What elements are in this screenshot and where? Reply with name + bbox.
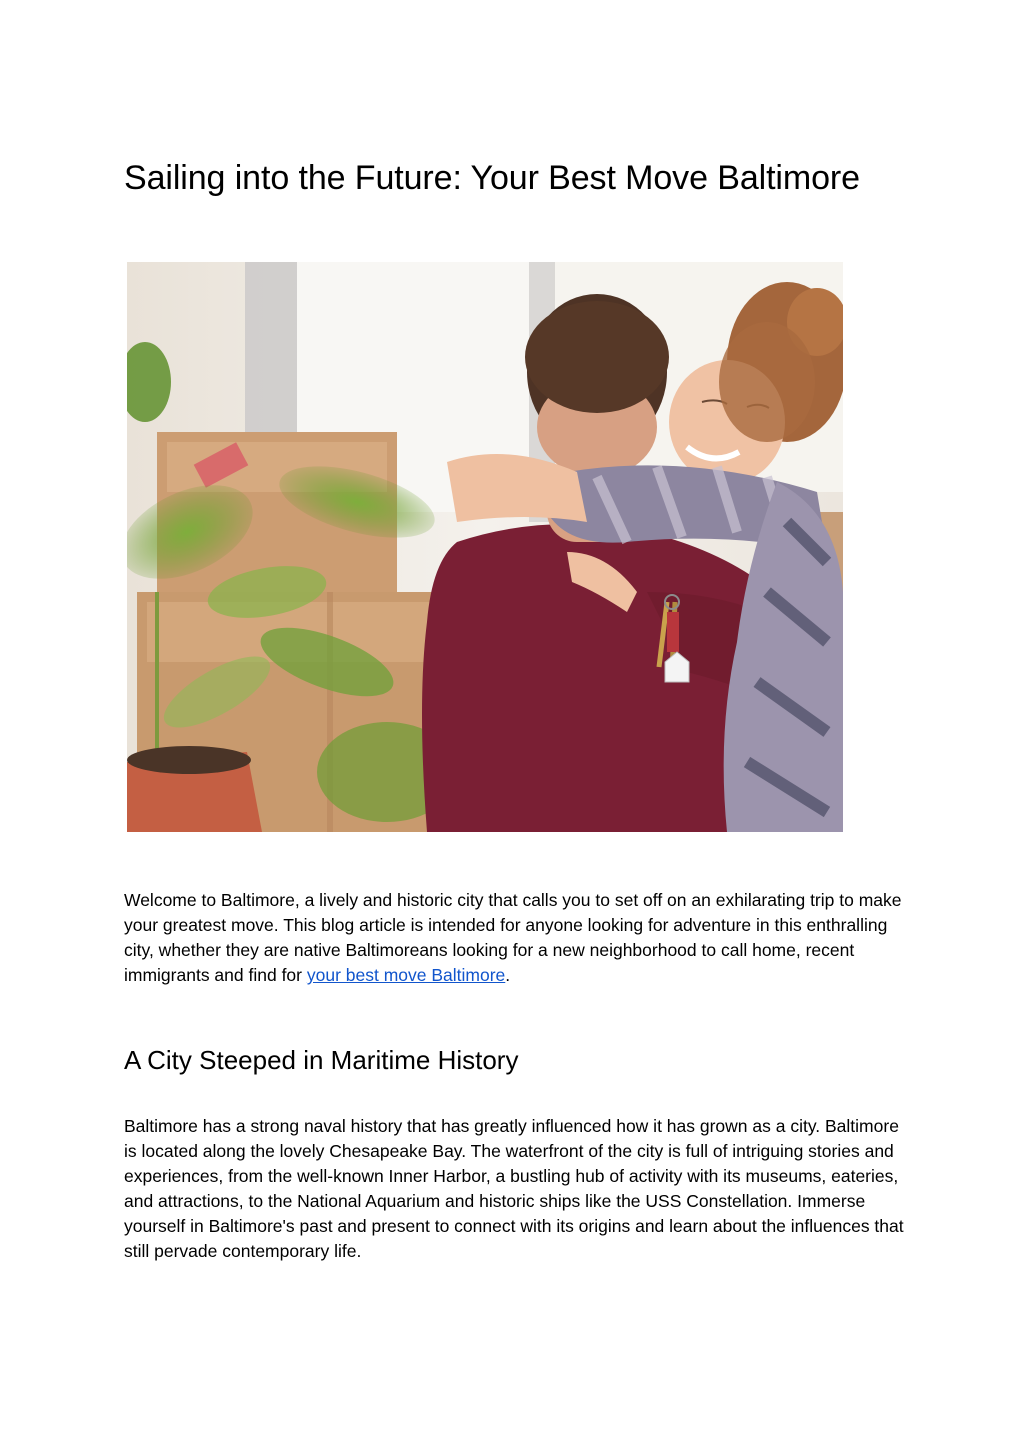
section-paragraph: Baltimore has a strong naval history that has greatly influenced how it has grown as a city. Baltimore is located along the lovely Chesapeake Bay. The waterfront of the city is full of intriguing stories and experiences, from the well-known Inner Harbor, a bustling hub of activity with its museums, eateries, and attractions, to the National Aquarium and historic ships like the USS Constellation. Immerse yourself in Baltimore's past and present to connect with its origins and learn about the influences that still pervade contemporary life. [124, 1116, 904, 1261]
moving-couple-hug-photo-icon [127, 262, 843, 832]
hero-image [127, 262, 843, 832]
section-heading: A City Steeped in Maritime History [124, 1045, 519, 1075]
intro-text-after-link: . [505, 965, 511, 985]
intro-paragraph [124, 888, 904, 988]
best-move-baltimore-link[interactable]: your best move Baltimore [306, 965, 506, 985]
intro-text-before-link: Welcome to Baltimore, a lively and historic city that calls you to set off on an exhilarating trip to make your greatest move. This blog article is intended for anyone looking for adventure in this enthralling city, whether they are native Baltimoreans looking for a new neighborhood to call home, recent immigrants and find for [124, 890, 902, 985]
page-title: Sailing into the Future: Your Best Move Baltimore [124, 159, 860, 197]
